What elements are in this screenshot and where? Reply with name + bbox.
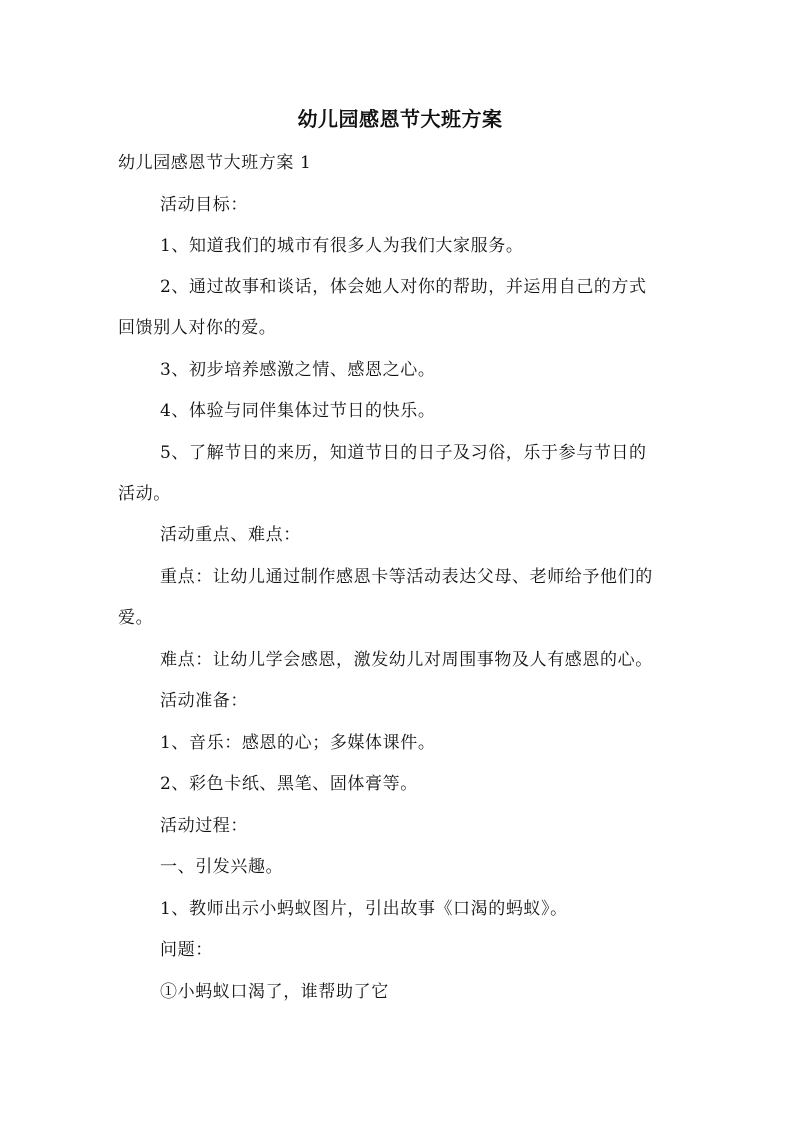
paragraph-line: 1、知道我们的城市有很多人为我们大家服务。: [160, 236, 524, 256]
paragraph-line: 2、彩色卡纸、黑笔、固体膏等。: [160, 774, 418, 794]
paragraph-line: 问题：: [160, 940, 213, 960]
paragraph-line: 5、了解节日的来历，知道节日的日子及习俗，乐于参与节日的: [160, 443, 647, 463]
paragraph-line: 2、通过故事和谈话，体会她人对你的帮助，并运用自己的方式: [160, 277, 647, 297]
paragraph-line: 1、音乐：感恩的心；多媒体课件。: [160, 733, 436, 753]
paragraph-line: 4、体验与同伴集体过节日的快乐。: [160, 401, 436, 421]
section-heading: 幼儿园感恩节大班方案 1: [118, 153, 312, 173]
paragraph-line: 重点：让幼儿通过制作感恩卡等活动表达父母、老师给予他们的: [160, 567, 653, 587]
paragraph-line: 活动重点、难点：: [160, 525, 301, 545]
document-title: 幼儿园感恩节大班方案: [297, 107, 503, 131]
paragraph-line: 活动目标：: [160, 195, 248, 215]
paragraph-line: 活动过程：: [160, 816, 248, 836]
paragraph-line: 爱。: [118, 608, 154, 628]
paragraph-line: ①小蚂蚁口渴了，谁帮助了它: [160, 982, 389, 1002]
paragraph-line: 回馈别人对你的爱。: [118, 318, 277, 338]
paragraph-line: 难点：让幼儿学会感恩，激发幼儿对周围事物及人有感恩的心。: [160, 650, 653, 670]
paragraph-line: 1、教师出示小蚂蚁图片，引出故事《口渴的蚂蚁》。: [160, 899, 568, 919]
paragraph-line: 活动。: [118, 484, 171, 504]
paragraph-line: 3、初步培养感激之情、感恩之心。: [160, 360, 436, 380]
paragraph-line: 一、引发兴趣。: [160, 857, 284, 877]
paragraph-line: 活动准备：: [160, 691, 248, 711]
